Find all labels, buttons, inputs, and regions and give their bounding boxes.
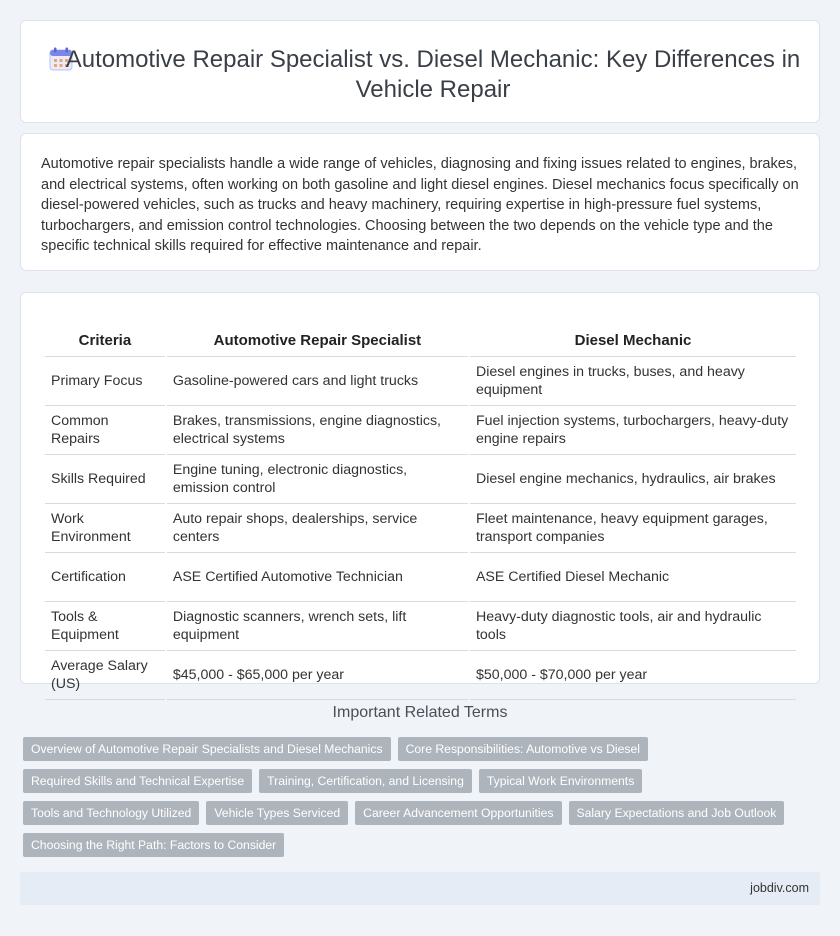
- comparison-table: [43, 313, 798, 700]
- row-diesel: Fuel injection systems, turbochargers, heavy-duty engine repairs: [470, 406, 796, 455]
- comparison-table-card: [20, 292, 820, 692]
- row-automotive: $45,000 - $65,000 per year: [167, 651, 468, 700]
- row-diesel: Diesel engine mechanics, hydraulics, air brakes: [470, 455, 796, 504]
- table-row: [45, 455, 796, 504]
- related-terms-title: Important Related Terms: [332, 704, 508, 721]
- page-title: Automotive Repair Specialist vs. Diesel Mechanic: Key Differences in Vehicle Repair: [65, 46, 801, 103]
- row-automotive: ASE Certified Automotive Technician: [167, 553, 468, 602]
- row-automotive: Brakes, transmissions, engine diagnostics, electrical systems: [167, 406, 468, 455]
- related-term-tag[interactable]: Typical Work Environments: [479, 769, 642, 793]
- related-term-tag[interactable]: Tools and Technology Utilized: [23, 801, 199, 825]
- table-row: [45, 357, 796, 406]
- related-term-tag[interactable]: Salary Expectations and Job Outlook: [569, 801, 785, 825]
- intro-card: [20, 133, 820, 271]
- row-automotive: Diagnostic scanners, wrench sets, lift equipment: [167, 602, 468, 651]
- row-criteria: Common Repairs: [45, 406, 165, 455]
- table-row: [45, 406, 796, 455]
- related-term-tag[interactable]: Overview of Automotive Repair Specialists and Diesel Mechanics: [23, 737, 391, 761]
- table-header-row: [45, 313, 796, 357]
- table-row: [45, 651, 796, 700]
- related-term-tag[interactable]: Career Advancement Opportunities: [355, 801, 561, 825]
- table-row: [45, 602, 796, 651]
- table-row: [45, 553, 796, 602]
- related-terms-tags: [23, 737, 823, 857]
- footer-brand[interactable]: jobdiv.com: [750, 881, 809, 895]
- header-automotive: Automotive Repair Specialist: [167, 313, 468, 357]
- related-term-tag[interactable]: Choosing the Right Path: Factors to Consider: [23, 833, 284, 857]
- intro-paragraph: Automotive repair specialists handle a wide range of vehicles, diagnosing and fixing issues related to engines, brakes, and electrical systems, often working on both gasoline and light diesel engines. Diesel mechanics focus specifically on diesel-powered vehicles, such as trucks and heavy machinery, requiring expertise in high-pressure fuel systems, turbochargers, and emission control technologies. Choosing between the two depends on the vehicle type and the specific technical skills required for effective maintenance and repair.: [41, 156, 799, 254]
- header-diesel: Diesel Mechanic: [470, 313, 796, 357]
- row-automotive: Gasoline-powered cars and light trucks: [167, 357, 468, 406]
- row-criteria: Skills Required: [45, 455, 165, 504]
- row-diesel: Fleet maintenance, heavy equipment garages, transport companies: [470, 504, 796, 553]
- related-term-tag[interactable]: Training, Certification, and Licensing: [259, 769, 472, 793]
- related-term-tag[interactable]: Core Responsibilities: Automotive vs Diesel: [398, 737, 648, 761]
- row-criteria: Primary Focus: [45, 357, 165, 406]
- row-diesel: Diesel engines in trucks, buses, and heavy equipment: [470, 357, 796, 406]
- related-term-tag[interactable]: Vehicle Types Serviced: [206, 801, 348, 825]
- row-criteria: Tools & Equipment: [45, 602, 165, 651]
- table-row: [45, 504, 796, 553]
- footer-bar: [20, 872, 820, 905]
- row-diesel: Heavy-duty diagnostic tools, air and hydraulic tools: [470, 602, 796, 651]
- row-automotive: Auto repair shops, dealerships, service centers: [167, 504, 468, 553]
- related-term-tag[interactable]: Required Skills and Technical Expertise: [23, 769, 252, 793]
- header-criteria: Criteria: [45, 313, 165, 357]
- row-automotive: Engine tuning, electronic diagnostics, emission control: [167, 455, 468, 504]
- row-diesel: $50,000 - $70,000 per year: [470, 651, 796, 700]
- row-criteria: Work Environment: [45, 504, 165, 553]
- header-card: [20, 20, 820, 123]
- row-diesel: ASE Certified Diesel Mechanic: [470, 553, 796, 602]
- row-criteria: Average Salary (US): [45, 651, 165, 700]
- row-criteria: Certification: [45, 553, 165, 602]
